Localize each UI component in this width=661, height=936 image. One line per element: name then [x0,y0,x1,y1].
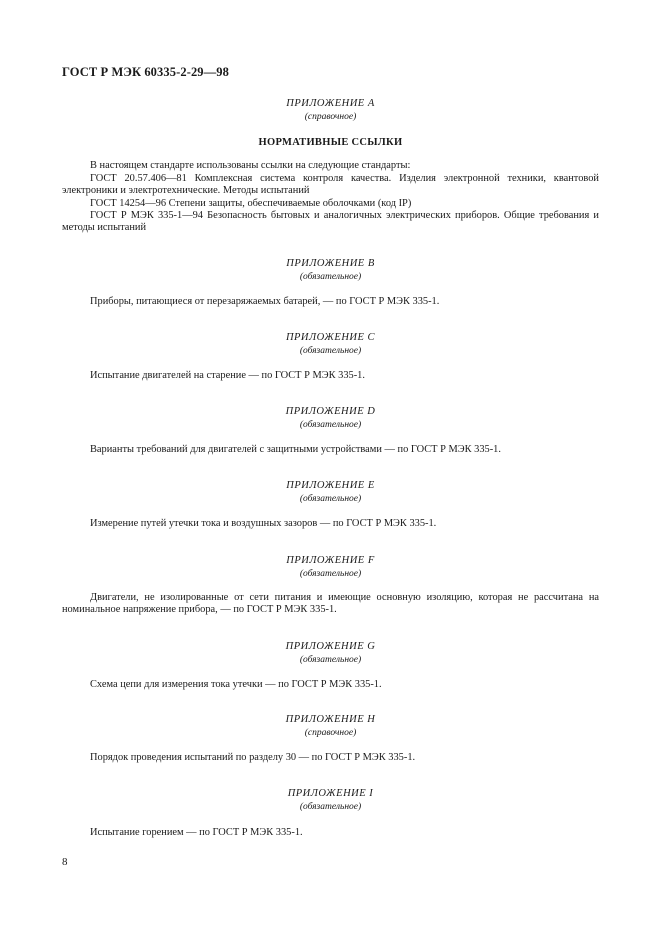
page-number: 8 [62,856,68,868]
annex-a-heading: НОРМАТИВНЫЕ ССЫЛКИ [258,137,403,148]
annex-c-title: ПРИЛОЖЕНИЕ C [285,332,376,343]
annex-h-paragraph: Порядок проведения испытаний по разделу 30 — по ГОСТ Р МЭК 335-1. [90,752,416,763]
annex-g-status: (обязательное) [299,655,362,665]
annex-g-paragraph: Схема цепи для измерения тока утечки — по ГОСТ Р МЭК 335-1. [90,679,382,690]
annex-a-paragraph-gost-r-iec-335-1: ГОСТ Р МЭК 335-1—94 Безопасность бытовых и аналогичных электрических приборов. Общие требования и методы испытаний [62,210,599,234]
annex-i-status: (обязательное) [299,802,362,812]
annex-a-paragraph-intro: В настоящем стандарте использованы ссылки на следующие стандарты: [90,160,411,171]
annex-a-title: ПРИЛОЖЕНИЕ А [286,98,375,109]
annex-g-title: ПРИЛОЖЕНИЕ G [285,641,376,652]
annex-d-paragraph: Варианты требований для двигателей с защитными устройствами — по ГОСТ Р МЭК 335-1. [90,444,501,455]
annex-d-status: (обязательное) [299,420,362,430]
annex-b-paragraph: Приборы, питающиеся от перезаряжаемых батарей, — по ГОСТ Р МЭК 335-1. [90,296,440,307]
annex-e-paragraph: Измерение путей утечки тока и воздушных зазоров — по ГОСТ Р МЭК 335-1. [90,518,437,529]
annex-a-status: (справочное) [304,112,357,122]
annex-f-status: (обязательное) [299,569,362,579]
document-code-header: ГОСТ Р МЭК 60335-2-29—98 [62,65,229,79]
annex-a-paragraph-gost-14254: ГОСТ 14254—96 Степени защиты, обеспечиваемые оболочками (код IP) [90,198,412,209]
annex-c-paragraph: Испытание двигателей на старение — по ГОСТ Р МЭК 335-1. [90,370,365,381]
annex-e-title: ПРИЛОЖЕНИЕ E [286,480,375,491]
annex-f-paragraph: Двигатели, не изолированные от сети питания и имеющие основную изоляцию, которая не рассчитана на номинальное напряжение прибора, — по ГОСТ Р МЭК 335-1. [62,592,599,616]
annex-i-paragraph: Испытание горением — по ГОСТ Р МЭК 335-1. [90,827,303,838]
annex-h-status: (справочное) [304,728,357,738]
annex-d-title: ПРИЛОЖЕНИЕ D [285,406,376,417]
annex-f-title: ПРИЛОЖЕНИЕ F [286,555,375,566]
annex-b-title: ПРИЛОЖЕНИЕ B [286,258,375,269]
annex-c-status: (обязательное) [299,346,362,356]
annex-b-status: (обязательное) [299,272,362,282]
annex-h-title: ПРИЛОЖЕНИЕ H [285,714,376,725]
annex-i-title: ПРИЛОЖЕНИЕ I [287,788,374,799]
annex-e-status: (обязательное) [299,494,362,504]
annex-a-paragraph-gost-20-57-406: ГОСТ 20.57.406—81 Комплексная система контроля качества. Изделия электронной техники, квантовой электроники и электротехнические. Методы испытаний [62,173,599,197]
